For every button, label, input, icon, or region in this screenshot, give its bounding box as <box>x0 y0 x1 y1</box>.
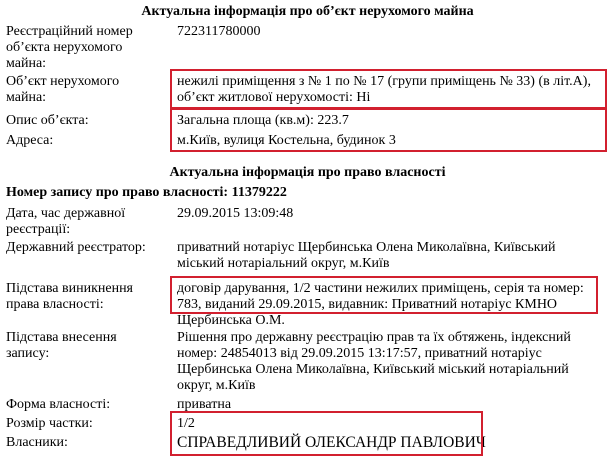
address-value: м.Київ, вулиця Костельна, будинок 3 <box>177 133 396 148</box>
registration-date-label: Дата, час державної реєстрації: <box>6 206 126 237</box>
ownership-form-label: Форма власності: <box>6 397 111 412</box>
ownership-section-title: Актуальна інформація про право власності <box>169 165 446 180</box>
entry-basis-value: Рішення про державну реєстрацію прав та їх обтяжень, індексний номер: 24854013 від 29.09.2015 13:17:57, приватний нотаріус Щербинська Олена Миколаївна, Київський міський нотаріальний округ, м.Київ <box>177 330 571 393</box>
registration-date-value: 29.09.2015 13:09:48 <box>177 206 294 221</box>
ownership-form-value: приватна <box>177 397 232 412</box>
owners-label: Власники: <box>6 435 68 450</box>
registration-number-value: 722311780000 <box>177 24 261 39</box>
property-section-title: Актуальна інформація про об’єкт нерухомого майна <box>141 4 474 19</box>
registrar-value: приватний нотаріус Щербинська Олена Миколаївна, Київський міський нотаріальний округ, м.Київ <box>177 240 556 271</box>
object-description-value: Загальна площа (кв.м): 223.7 <box>177 113 349 128</box>
property-object-value: нежилі приміщення з № 1 по № 17 (групи приміщень № 33) (в літ.А), об’єкт житлової нерухомості: Ні <box>177 74 591 105</box>
ownership-basis-value: договір дарування, 1/2 частини нежилих приміщень, серія та номер: 783, виданий 29.09.2015, видавник: Приватний нотаріус КМНО Щербинська О.М. <box>177 281 584 328</box>
property-object-label: Об’єкт нерухомого майна: <box>6 74 120 105</box>
record-number-line: Номер запису про право власності: 11379222 <box>6 185 287 200</box>
ownership-basis-label: Підстава виникнення права власності: <box>6 281 133 312</box>
owners-value: СПРАВЕДЛИВИЙ ОЛЕКСАНДР ПАВЛОВИЧ <box>177 434 486 451</box>
entry-basis-label: Підстава внесення запису: <box>6 330 117 361</box>
registration-number-label: Реєстраційний номер об’єкта нерухомого майна: <box>6 24 133 71</box>
share-size-label: Розмір частки: <box>6 416 93 431</box>
share-size-value: 1/2 <box>177 416 195 431</box>
object-description-label: Опис об’єкта: <box>6 113 89 128</box>
address-label: Адреса: <box>6 133 54 148</box>
registrar-label: Державний реєстратор: <box>6 240 146 255</box>
